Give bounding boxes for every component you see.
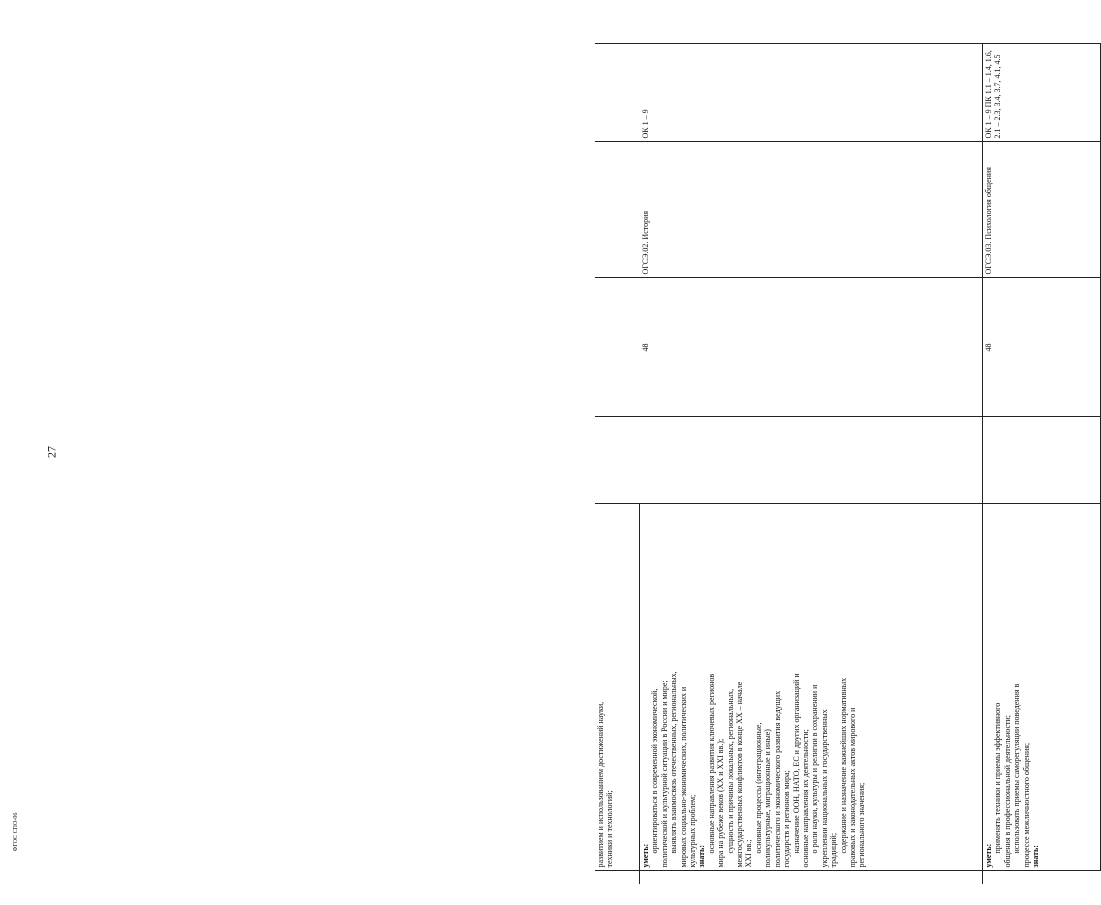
requirement-line: межгосударственных конфликтов в конце XX – начале [735,681,745,868]
requirement-line: применять техники и приемы эффективного [993,702,1003,854]
section-heading: знать: [697,845,707,868]
requirement-line: развитием и использованием достижений науки, [596,701,605,868]
discipline-cell [595,142,640,278]
curriculum-table [595,44,1101,885]
footer-code: ФГОС СПО-06 [13,812,19,852]
table-row [595,44,640,884]
requirements-cell [640,504,983,871]
competencies-cell [595,44,640,142]
page-number: 27 [44,446,59,458]
requirement-line: о роли науки, культуры и религии в сохранении и [810,684,820,854]
requirement-line: содержание и назначение важнейших нормативных [838,677,848,854]
requirement-line: назначение ООН, НАТО, ЕС и других организаций и [791,673,801,854]
requirement-line: основные направления их деятельности; [800,729,810,868]
requirement-line: поликультурные, миграционные и иные) [763,729,773,868]
discipline-cell: ОГСЭ.02. История [640,142,983,278]
empty-cell [640,417,983,504]
requirement-line: мировых социально-экономических, политических и [678,686,688,868]
requirement-line: использовать приемы саморегуляции поведения в [1012,683,1022,854]
requirement-line: традиций; [829,832,839,868]
requirement-line: регионального значения; [857,782,867,868]
hours-cell [595,278,640,417]
index-cell [983,871,1101,884]
competencies-cell: ОК 1 – 9 [640,44,983,142]
requirement-line: общения в профессиональной деятельности; [1002,714,1012,868]
requirement-line: политической и культурной ситуации в России и мире; [659,680,669,868]
requirement-line: ориентироваться в современной экономической, [650,688,660,854]
empty-cell [595,417,640,504]
requirement-line: государств и регионов мира; [782,770,792,868]
rotated-table-container [595,44,1096,884]
requirement-line: основные направления развития ключевых регионов [706,673,716,854]
requirement-line: укреплении национальных и государственных [819,709,829,868]
empty-cell [983,417,1101,504]
competencies-cell: ОК 1 – 9 ПК 1.1 – 1.4, 1.6, 2.1 – 2.3, 3.4, 3.7, 4.1, 4.5 [983,44,1101,142]
requirement-line: процессе межличностного общения; [1021,742,1031,868]
hours-cell: 48 [983,278,1101,417]
requirement-line: основные процессы (интеграционные, [753,722,763,854]
requirement-line: выявлять взаимосвязь отечественных, региональных, [669,671,679,854]
requirement-line: мира на рубеже веков (XX и XXI вв.); [716,738,726,868]
requirement-line: техники и технологий; [605,790,615,868]
requirement-line: сущность и причины локальных, региональных, [725,688,735,854]
section-heading: уметь: [641,843,650,868]
requirement-line: правовых и законодательных актов мирового и [847,707,857,868]
table-row [983,44,1101,884]
section-heading: уметь: [984,843,993,868]
index-cell [595,871,640,884]
table-row [640,44,983,884]
requirement-line: культурных проблем; [688,794,698,868]
requirements-cell [983,504,1101,871]
requirements-cell [595,504,640,871]
hours-cell: 48 [640,278,983,417]
discipline-cell: ОГСЭ.03. Психология общения [983,142,1101,278]
requirement-line: политического и экономического развития ведущих [772,690,782,868]
index-cell [640,871,983,884]
section-heading: знать: [1031,845,1041,868]
requirement-line: XXI вв.; [744,839,754,868]
